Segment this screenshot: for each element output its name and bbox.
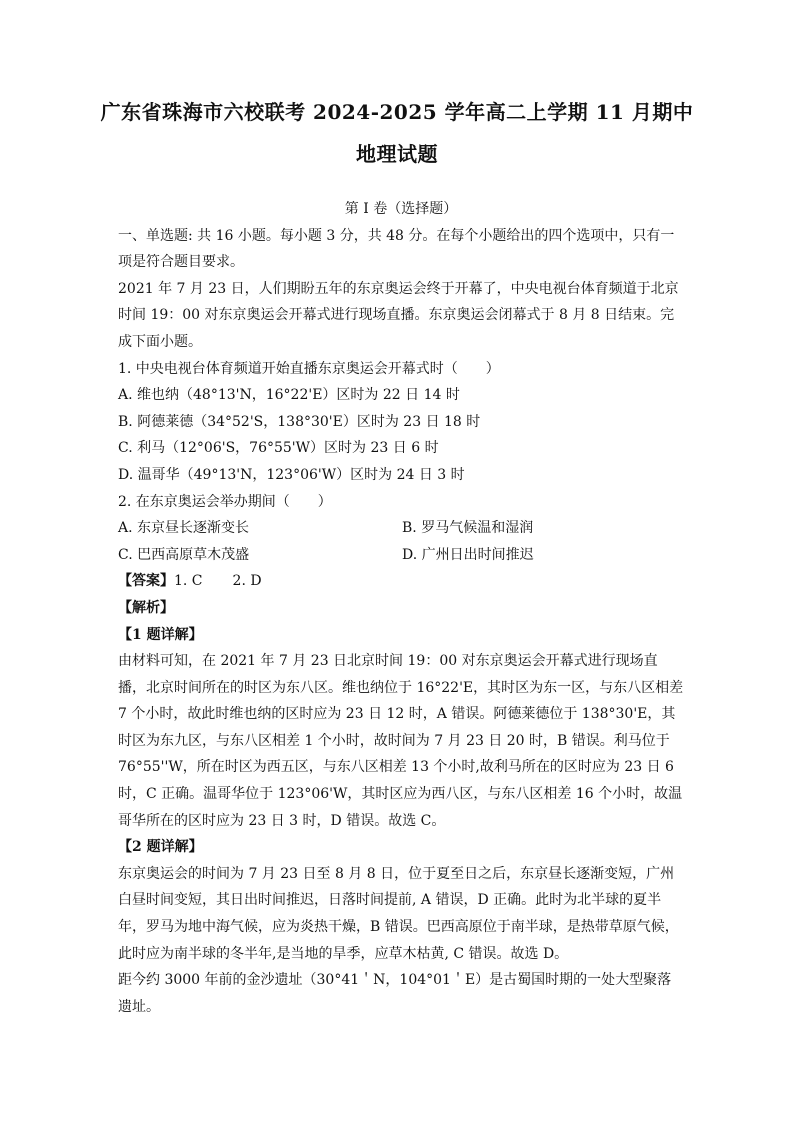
material-paragraph-2: 距今约 3000 年前的金沙遗址（30°41＇N，104°01＇E）是古蜀国时期的一处大型聚落遗址。 [118,972,672,1015]
question-1-option-d: D. 温哥华（49°13'N，123°06'W）区时为 24 日 3 时 [118,466,465,483]
question-2-stem: 2. 在东京奥运会举办期间（ ） [118,493,332,510]
question-2-option-a: A. 东京昼长逐渐变长 [118,520,250,537]
question-2-options-row-1 [118,515,684,542]
question-2-option-c: C. 巴西高原草木茂盛 [118,546,250,563]
material-paragraph-1: 2021 年 7 月 23 日，人们期盼五年的东京奥运会终于开幕了，中央电视台体育频道于北京时间 19：00 对东京奥运会开幕式进行现场直播。东京奥运会闭幕式于 8 月 8 日结束。完成下面小题。 [118,280,679,350]
answer-line [118,568,684,595]
question-2-option-b: B. 罗马气候温和湿润 [402,520,534,537]
question-1-option-a: A. 维也纳（48°13'N，16°22'E）区时为 22 日 14 时 [118,387,460,404]
answer-1: 1. C [174,573,203,590]
detail-2-text: 东京奥运会的时间为 7 月 23 日至 8 月 8 日，位于夏至日之后，东京昼长逐渐变短，广州白昼时间变短，其日出时间推迟，日落时间提前, A 错误，D 正确。此时为北半球的夏半年，罗马为地中海气候，应为炎热干燥，B 错误。巴西高原位于南半球，是热带草原气候，此时应为南半球的冬半年,是当地的旱季，应草木枯黄, C 错误。故选 D。 [118,865,679,962]
question-1-stem: 1. 中央电视台体育频道开始直播东京奥运会开幕式时（ ） [118,360,500,377]
question-2-option-d: D. 广州日出时间推迟 [402,546,534,563]
question-1-option-b: B. 阿德莱德（34°52'S，138°30'E）区时为 23 日 18 时 [118,413,481,430]
document-title: 广东省珠海市六校联考 2024-2025 学年高二上学期 11 月期中 [100,100,694,124]
detail-2-label: 【2 题详解】 [118,839,203,856]
document-body [118,196,684,1020]
section-instruction: 一、单选题: 共 16 小题。每小题 3 分，共 48 分。在每个小题给出的四个选项中，只有一项是符合题目要求。 [118,227,675,271]
analysis-label: 【解析】 [118,599,174,616]
question-2-options-row-2 [118,542,684,569]
detail-1-text: 由材料可知，在 2021 年 7 月 23 日北京时间 19：00 对东京奥运会开幕式进行现场直播，北京时间所在的时区为东八区。维也纳位于 16°22'E，其时区为东一区，与东八区相差 7 个小时，故此时维也纳的区时应为 23 日 12 时，A 错误。阿德莱德位于 138°30'E，其时区为东九区，与东八区相差 1 个小时，故时间为 7 月 23 日 20 时，B 错误。利马位于 76°55''W，所在时区为西五区，与东八区相差 13 个小时,故利马所在的区时应为 23 日 6 时，C 正确。温哥华位于 123°06'W，其时区应为西八区，与东八区相差 16 个小时，故温哥华所在的区时应为 23 日 3 时，D 错误。故选 C。 [118,653,684,829]
volume-heading: 第 I 卷（选择题） [344,201,458,217]
answer-2: 2. D [232,573,262,590]
question-1-option-c: C. 利马（12°06'S，76°55'W）区时为 23 日 6 时 [118,440,439,457]
answer-label: 【答案】 [118,573,174,590]
detail-1-label: 【1 题详解】 [118,626,203,643]
document-subtitle: 地理试题 [356,142,438,166]
